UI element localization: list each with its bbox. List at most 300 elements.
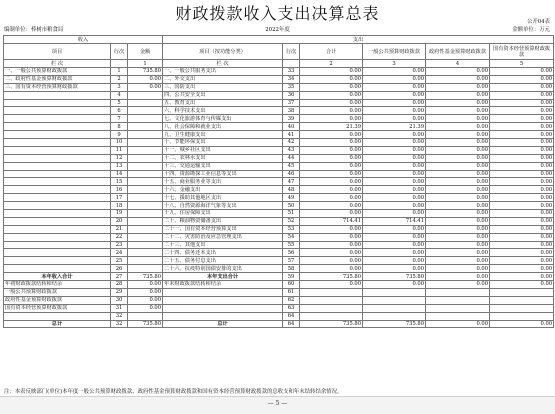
income-amount: 0.00 xyxy=(128,296,163,304)
table-row xyxy=(4,115,554,123)
expense-item: 二十一、国有资本经营预算支出 xyxy=(163,225,283,233)
income-item xyxy=(4,202,111,210)
expense-line: 60 xyxy=(283,281,300,289)
expense-total: 0.00 xyxy=(300,91,363,99)
gov-fund-amount xyxy=(426,296,490,304)
expense-line: 54 xyxy=(283,233,300,241)
expense-item: 二十六、抗疫特别国债安排的支出 xyxy=(163,265,283,273)
table-row xyxy=(4,296,554,304)
gov-fund-amount xyxy=(426,312,490,320)
column-index: 1 xyxy=(128,60,163,68)
soe-capital-amount: 0.00 xyxy=(490,115,554,123)
income-amount xyxy=(128,241,163,249)
expense-line: 37 xyxy=(283,99,300,107)
soe-capital-amount: 0.00 xyxy=(490,202,554,210)
table-row xyxy=(4,265,554,273)
income-line: 20 xyxy=(111,217,128,225)
income-item xyxy=(4,115,111,123)
income-amount: 0.00 xyxy=(128,281,163,289)
income-item xyxy=(4,210,111,218)
general-budget-amount: 0.00 xyxy=(363,210,426,218)
income-item xyxy=(4,123,111,131)
general-budget-amount: 0.00 xyxy=(363,233,426,241)
gov-fund-amount: 0.00 xyxy=(426,194,490,202)
expense-item: 总计 xyxy=(163,320,283,328)
general-budget-amount: 714.41 xyxy=(363,217,426,225)
income-amount xyxy=(128,107,163,115)
income-item xyxy=(4,249,111,257)
income-amount xyxy=(128,194,163,202)
income-item xyxy=(4,170,111,178)
soe-capital-amount: 0.00 xyxy=(490,154,554,162)
expense-item: 二十三、其他支出 xyxy=(163,241,283,249)
report-year: 2022年度 xyxy=(265,27,290,33)
expense-item: 六、科学技术支出 xyxy=(163,107,283,115)
table-row xyxy=(4,249,554,257)
income-amount xyxy=(128,225,163,233)
soe-capital-amount xyxy=(490,288,554,296)
income-amount xyxy=(128,265,163,273)
table-row xyxy=(4,146,554,154)
expense-total: 0.00 xyxy=(300,178,363,186)
expense-line: 47 xyxy=(283,178,300,186)
expense-item: 二十二、灾害防治及应急管理支出 xyxy=(163,233,283,241)
expense-item xyxy=(163,304,283,312)
soe-capital-amount: 0.00 xyxy=(490,225,554,233)
income-amount: 0.00 xyxy=(128,288,163,296)
expense-total: 0.00 xyxy=(300,241,363,249)
general-budget-amount: 0.00 xyxy=(363,99,426,107)
income-item xyxy=(4,154,111,162)
expense-item: 十、节能环保支出 xyxy=(163,139,283,147)
amount-header: 金额 xyxy=(128,44,163,60)
income-item: 年初财政拨款结转和结余 xyxy=(4,281,111,289)
gov-fund-amount: 0.00 xyxy=(426,186,490,194)
income-amount xyxy=(128,99,163,107)
general-budget-amount: 0.00 xyxy=(363,68,426,76)
general-budget-amount xyxy=(363,312,426,320)
table-row xyxy=(4,320,554,328)
soe-capital-amount: 0.00 xyxy=(490,178,554,186)
income-line: 10 xyxy=(111,139,128,147)
expense-line: 49 xyxy=(283,194,300,202)
expense-line: 52 xyxy=(283,217,300,225)
table-row xyxy=(4,139,554,147)
gov-fund-amount: 0.00 xyxy=(426,123,490,131)
gov-fund-amount: 0.00 xyxy=(426,210,490,218)
income-amount xyxy=(128,139,163,147)
expense-total: 0.00 xyxy=(300,257,363,265)
table-row xyxy=(4,288,554,296)
gov-fund-amount: 0.00 xyxy=(426,273,490,281)
general-budget-amount: 0.00 xyxy=(363,178,426,186)
general-budget-amount: 0.00 xyxy=(363,83,426,91)
expense-item: 四、公共安全支出 xyxy=(163,91,283,99)
expense-total: 0.00 xyxy=(300,146,363,154)
general-budget-amount: 0.00 xyxy=(363,241,426,249)
expense-line: 35 xyxy=(283,83,300,91)
gov-fund-amount: 0.00 xyxy=(426,225,490,233)
table-row xyxy=(4,281,554,289)
income-line: 7 xyxy=(111,115,128,123)
income-line: 30 xyxy=(111,296,128,304)
gov-fund-amount: 0.00 xyxy=(426,115,490,123)
general-budget-amount: 0.00 xyxy=(363,265,426,273)
expense-item: 一、一般公共服务支出 xyxy=(163,68,283,76)
exp-item-header: 项目（按功能分类） xyxy=(163,44,283,60)
income-line: 26 xyxy=(111,265,128,273)
soe-capital-amount: 0.00 xyxy=(490,162,554,170)
gov-fund-amount: 0.00 xyxy=(426,154,490,162)
table-row xyxy=(4,202,554,210)
income-line: 16 xyxy=(111,186,128,194)
general-budget-amount: 0.00 xyxy=(363,257,426,265)
table-row xyxy=(4,312,554,320)
expense-item: 二十五、债务付息支出 xyxy=(163,257,283,265)
income-line: 11 xyxy=(111,146,128,154)
expense-total: 0.00 xyxy=(300,281,363,289)
report-title: 财政拨款收入支出决算总表 xyxy=(175,4,380,23)
table-row xyxy=(4,233,554,241)
expense-line: 56 xyxy=(283,249,300,257)
expense-item: 十八、自然资源海洋气象等支出 xyxy=(163,202,283,210)
income-item xyxy=(4,162,111,170)
income-line: 32 xyxy=(111,320,128,328)
table-row xyxy=(4,123,554,131)
income-item xyxy=(4,178,111,186)
expense-item: 十二、农林水支出 xyxy=(163,154,283,162)
expense-total: 0.00 xyxy=(300,210,363,218)
gov-fund-amount: 0.00 xyxy=(426,91,490,99)
expense-item: 八、社会保障和就业支出 xyxy=(163,123,283,131)
soe-capital-amount: 0.00 xyxy=(490,257,554,265)
soe-capital-amount: 0.00 xyxy=(490,320,554,328)
income-amount: 735.80 xyxy=(128,273,163,281)
table-row xyxy=(4,91,554,99)
general-budget-amount: 0.00 xyxy=(363,75,426,83)
gov-fund-amount: 0.00 xyxy=(426,257,490,265)
general-budget-amount: 0.00 xyxy=(363,281,426,289)
income-line: 2 xyxy=(111,75,128,83)
income-line: 23 xyxy=(111,241,128,249)
exp-line-header: 行次 xyxy=(283,44,300,60)
gov-fund-amount: 0.00 xyxy=(426,233,490,241)
income-item: 三、国有资本经营预算财政拨款 xyxy=(4,83,111,91)
gov-fund-amount: 0.00 xyxy=(426,170,490,178)
income-line: 19 xyxy=(111,210,128,218)
general-budget-amount: 0.00 xyxy=(363,107,426,115)
soe-capital-amount: 0.00 xyxy=(490,281,554,289)
gov-fund-amount: 0.00 xyxy=(426,241,490,249)
gov-fund-amount: 0.00 xyxy=(426,99,490,107)
table-row xyxy=(4,99,554,107)
income-amount xyxy=(128,217,163,225)
general-budget-amount: 0.00 xyxy=(363,139,426,147)
soe-capital-amount: 0.00 xyxy=(490,217,554,225)
expense-item xyxy=(163,296,283,304)
general-budget-header: 一般公共预算财政拨款 xyxy=(363,44,426,60)
column-index: 4 xyxy=(426,60,490,68)
expense-total: 0.00 xyxy=(300,194,363,202)
soe-capital-amount: 0.00 xyxy=(490,99,554,107)
expense-line: 59 xyxy=(283,273,300,281)
column-index-label: 栏 次 xyxy=(163,60,283,68)
income-amount xyxy=(128,131,163,139)
table-row xyxy=(4,186,554,194)
gov-fund-amount: 0.00 xyxy=(426,265,490,273)
column-index: 3 xyxy=(363,60,426,68)
expense-line: 44 xyxy=(283,154,300,162)
income-amount xyxy=(128,202,163,210)
expense-line: 46 xyxy=(283,170,300,178)
general-budget-amount xyxy=(363,288,426,296)
expense-total: 0.00 xyxy=(300,265,363,273)
column-index: 2 xyxy=(300,60,363,68)
income-line: 28 xyxy=(111,281,128,289)
income-amount: 735.80 xyxy=(128,68,163,76)
income-amount xyxy=(128,146,163,154)
soe-capital-amount xyxy=(490,304,554,312)
expense-item: 二十四、债务还本支出 xyxy=(163,249,283,257)
income-line: 15 xyxy=(111,178,128,186)
table-row xyxy=(4,68,554,76)
expense-total: 735.80 xyxy=(300,320,363,328)
income-line: 13 xyxy=(111,162,128,170)
income-item xyxy=(4,146,111,154)
general-budget-amount: 0.00 xyxy=(363,186,426,194)
table-note: 注：本表反映部门(单位)本年度一般公共预算财政拨款、政府性基金预算财政拨款和国有资本经营预算财政拨款的总收支和年末结转结余情况。 xyxy=(4,389,343,395)
soe-capital-amount: 0.00 xyxy=(490,107,554,115)
gov-fund-amount: 0.00 xyxy=(426,131,490,139)
general-budget-amount: 0.00 xyxy=(363,162,426,170)
expense-item xyxy=(163,312,283,320)
table-row xyxy=(4,107,554,115)
gov-fund-header: 政府性基金预算财政拨款 xyxy=(426,44,490,60)
general-budget-amount: 0.00 xyxy=(363,146,426,154)
gov-fund-amount: 0.00 xyxy=(426,217,490,225)
general-budget-amount xyxy=(363,304,426,312)
general-budget-amount: 0.00 xyxy=(363,131,426,139)
expense-total: 0.00 xyxy=(300,131,363,139)
expense-item: 十三、交通运输支出 xyxy=(163,162,283,170)
expense-total xyxy=(300,312,363,320)
expense-total: 0.00 xyxy=(300,99,363,107)
income-item xyxy=(4,217,111,225)
expense-line: 51 xyxy=(283,210,300,218)
income-line: 29 xyxy=(111,288,128,296)
income-line: 17 xyxy=(111,194,128,202)
income-line: 6 xyxy=(111,107,128,115)
gov-fund-amount: 0.00 xyxy=(426,107,490,115)
income-line: 14 xyxy=(111,170,128,178)
expense-line: 57 xyxy=(283,257,300,265)
gov-fund-amount xyxy=(426,288,490,296)
general-budget-amount: 0.00 xyxy=(363,115,426,123)
soe-capital-amount xyxy=(490,296,554,304)
expense-total: 0.00 xyxy=(300,139,363,147)
table-row xyxy=(4,217,554,225)
table-row xyxy=(4,273,554,281)
income-amount xyxy=(128,312,163,320)
column-index-label: 栏 次 xyxy=(4,60,111,68)
income-line: 18 xyxy=(111,202,128,210)
general-budget-amount: 0.00 xyxy=(363,202,426,210)
income-amount xyxy=(128,249,163,257)
table-row xyxy=(4,225,554,233)
gov-fund-amount: 0.00 xyxy=(426,162,490,170)
expense-total: 0.00 xyxy=(300,75,363,83)
income-line: 31 xyxy=(111,304,128,312)
expense-total: 0.00 xyxy=(300,154,363,162)
expense-total: 0.00 xyxy=(300,162,363,170)
income-amount xyxy=(128,123,163,131)
soe-capital-amount: 0.00 xyxy=(490,68,554,76)
income-amount xyxy=(128,91,163,99)
income-item: 国有资本经营预算财政拨款 xyxy=(4,304,111,312)
soe-capital-amount: 0.00 xyxy=(490,186,554,194)
expense-total: 735.80 xyxy=(300,273,363,281)
income-line: 8 xyxy=(111,123,128,131)
income-amount: 0.00 xyxy=(128,75,163,83)
gov-fund-amount: 0.00 xyxy=(426,75,490,83)
gov-fund-amount: 0.00 xyxy=(426,139,490,147)
expense-line: 48 xyxy=(283,186,300,194)
line-header: 行次 xyxy=(111,44,128,60)
table-row xyxy=(4,154,554,162)
expense-item: 十四、资源勘探工业信息等支出 xyxy=(163,170,283,178)
expense-total: 0.00 xyxy=(300,233,363,241)
expense-total: 0.00 xyxy=(300,68,363,76)
income-amount xyxy=(128,186,163,194)
income-line: 3 xyxy=(111,83,128,91)
income-line: 22 xyxy=(111,233,128,241)
income-item: 二、政府性基金预算财政拨款 xyxy=(4,75,111,83)
table-row xyxy=(4,83,554,91)
expense-line: 63 xyxy=(283,304,300,312)
expense-line: 42 xyxy=(283,139,300,147)
table-row xyxy=(4,170,554,178)
expense-total: 714.41 xyxy=(300,217,363,225)
soe-capital-amount: 0.00 xyxy=(490,146,554,154)
income-item xyxy=(4,312,111,320)
general-budget-amount: 735.80 xyxy=(363,320,426,328)
income-amount xyxy=(128,233,163,241)
expense-item: 五、教育支出 xyxy=(163,99,283,107)
general-budget-amount: 0.00 xyxy=(363,154,426,162)
expense-header: 支出 xyxy=(163,36,554,44)
soe-capital-amount: 0.00 xyxy=(490,241,554,249)
expense-total: 0.00 xyxy=(300,186,363,194)
soe-capital-amount: 0.00 xyxy=(490,131,554,139)
income-item xyxy=(4,91,111,99)
income-amount: 0.00 xyxy=(128,83,163,91)
income-item xyxy=(4,257,111,265)
general-budget-amount: 735.80 xyxy=(363,273,426,281)
expense-line: 40 xyxy=(283,123,300,131)
income-amount xyxy=(128,162,163,170)
expense-total: 0.00 xyxy=(300,107,363,115)
gov-fund-amount xyxy=(426,304,490,312)
table-row xyxy=(4,194,554,202)
income-item xyxy=(4,194,111,202)
income-line: 21 xyxy=(111,225,128,233)
expense-item: 二、外交支出 xyxy=(163,75,283,83)
income-item xyxy=(4,99,111,107)
form-number: 公开04表 xyxy=(526,19,550,25)
soe-capital-amount xyxy=(490,312,554,320)
expense-total xyxy=(300,288,363,296)
general-budget-amount: 0.00 xyxy=(363,249,426,257)
table-row xyxy=(4,257,554,265)
income-item xyxy=(4,131,111,139)
expense-item: 十五、商业服务业等支出 xyxy=(163,178,283,186)
expense-line: 38 xyxy=(283,107,300,115)
general-budget-amount: 0.00 xyxy=(363,194,426,202)
soe-capital-amount: 0.00 xyxy=(490,273,554,281)
income-amount: 0.00 xyxy=(128,304,163,312)
expense-total: 0.00 xyxy=(300,115,363,123)
expense-line: 45 xyxy=(283,162,300,170)
table-row xyxy=(4,210,554,218)
income-line: 5 xyxy=(111,99,128,107)
income-amount: 735.80 xyxy=(128,320,163,328)
unit-label: 编制单位：棒树市粮食局 xyxy=(4,27,64,33)
income-amount xyxy=(128,170,163,178)
income-item xyxy=(4,233,111,241)
general-budget-amount: 0.00 xyxy=(363,91,426,99)
income-item: 一、一般公共预算财政拨款 xyxy=(4,68,111,76)
expense-total xyxy=(300,304,363,312)
soe-capital-amount: 0.00 xyxy=(490,210,554,218)
gov-fund-amount: 0.00 xyxy=(426,202,490,210)
income-header: 收入 xyxy=(4,36,163,44)
expense-item: 十一、城乡社区支出 xyxy=(163,146,283,154)
income-item: 一般公共预算财政拨款 xyxy=(4,288,111,296)
gov-fund-amount: 0.00 xyxy=(426,320,490,328)
expense-line: 64 xyxy=(283,312,300,320)
expense-item xyxy=(163,288,283,296)
gov-fund-amount: 0.00 xyxy=(426,146,490,154)
income-amount xyxy=(128,154,163,162)
general-budget-amount: 0.00 xyxy=(363,225,426,233)
general-budget-amount xyxy=(363,296,426,304)
income-line: 25 xyxy=(111,257,128,265)
income-line: 1 xyxy=(111,68,128,76)
page-number: — 5 — xyxy=(267,400,288,407)
income-line: 32 xyxy=(111,312,128,320)
income-amount xyxy=(128,210,163,218)
expense-item: 十六、金融支出 xyxy=(163,186,283,194)
expense-total: 0.00 xyxy=(300,83,363,91)
table-row xyxy=(4,162,554,170)
expense-line: 50 xyxy=(283,202,300,210)
expense-total xyxy=(300,296,363,304)
expense-item: 三、国防支出 xyxy=(163,83,283,91)
income-item: 总计 xyxy=(4,320,111,328)
table-row xyxy=(4,241,554,249)
table-row xyxy=(4,131,554,139)
general-budget-amount: 0.00 xyxy=(363,170,426,178)
income-item xyxy=(4,186,111,194)
expense-line: 43 xyxy=(283,146,300,154)
finance-table xyxy=(3,35,554,328)
gov-fund-amount: 0.00 xyxy=(426,281,490,289)
income-item: 本年收入合计 xyxy=(4,273,111,281)
soe-capital-amount: 0.00 xyxy=(490,170,554,178)
soe-capital-amount: 0.00 xyxy=(490,249,554,257)
total-header: 合计 xyxy=(300,44,363,60)
expense-item: 二十、粮油物资储备支出 xyxy=(163,217,283,225)
